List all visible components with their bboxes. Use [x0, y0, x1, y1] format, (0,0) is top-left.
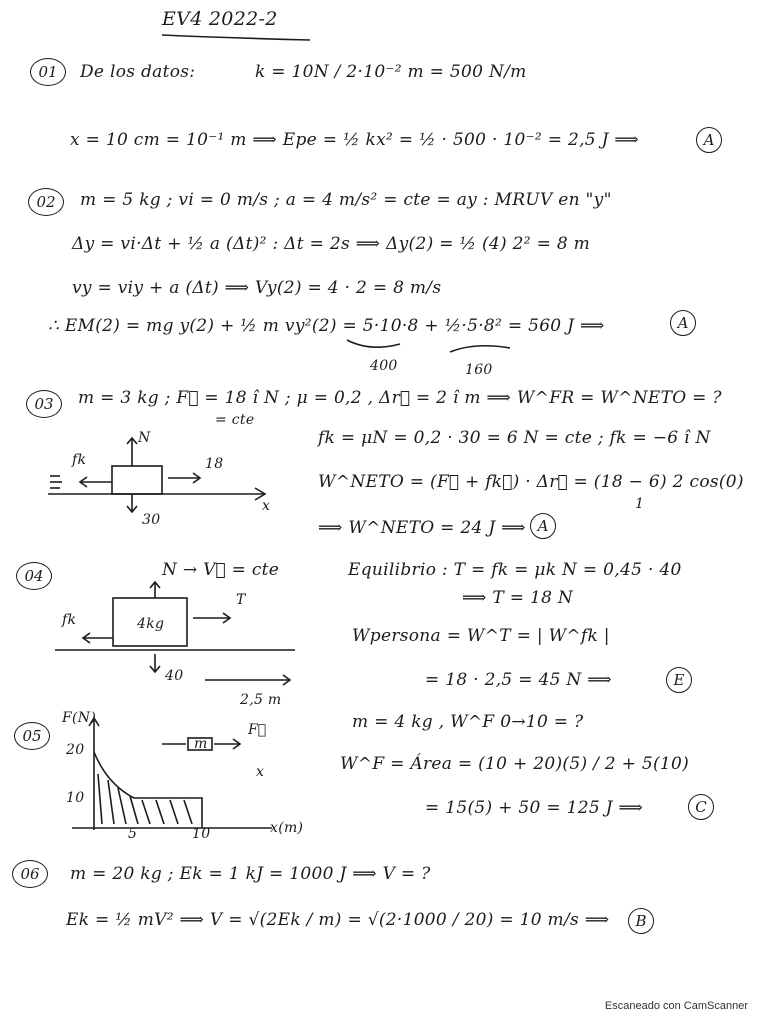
q02-brace-value-2: 160: [465, 362, 493, 378]
q05-mass-box-label: m: [194, 736, 208, 752]
q04-result: = 18 · 2,5 = 45 N ⟹: [425, 670, 612, 690]
q02-mechanical-energy: ∴ EM(2) = mg y(2) + ½ m vy²(2) = 5·10·8 + ½·5·8² = 560 J ⟹: [48, 316, 605, 336]
question-number-01: 01: [30, 58, 66, 86]
question-number-04: 04: [16, 562, 52, 590]
q04-work-person: Wpersona = W^T = | W^fk |: [352, 626, 610, 646]
q05-force-label: F⃗: [248, 722, 267, 738]
q06-answer: B: [628, 908, 654, 934]
q05-tick-10x: 10: [192, 826, 211, 842]
q04-tension-label: T: [236, 592, 246, 608]
question-number-02: 02: [28, 188, 64, 216]
q04-answer: E: [666, 667, 692, 693]
q04-tension: ⟹ T = 18 N: [462, 588, 574, 608]
q02-velocity: vy = viy + a (Δt) ⟹ Vy(2) = 4 · 2 = 8 m/s: [72, 278, 442, 298]
q06-velocity: Ek = ½ mV² ⟹ V = √(2Ek / m) = √(2·1000 / 20) = 10 m/s ⟹: [66, 910, 610, 930]
q03-data: m = 3 kg ; F⃗ = 18 î N ; μ = 0,2 , Δr⃗ = 2 î m ⟹ W^FR = W^NETO = ?: [78, 388, 722, 408]
q02-answer: A: [670, 310, 696, 336]
q03-friction-label: fk: [72, 452, 87, 468]
q02-displacement: Δy = vi·Δt + ½ a (Δt)² : Δt = 2s ⟹ Δy(2) = ½ (4) 2² = 8 m: [72, 234, 591, 254]
q04-distance-label: 2,5 m: [240, 692, 282, 708]
q03-cos-value: 1: [635, 496, 645, 512]
title-underline: [160, 32, 320, 42]
q01-label: De los datos:: [80, 62, 196, 82]
question-number-06: 06: [12, 860, 48, 888]
q05-data: m = 4 kg , W^F 0→10 = ?: [352, 712, 584, 732]
q02-brace-value-1: 400: [370, 358, 398, 374]
q05-result: = 15(5) + 50 = 125 J ⟹: [425, 798, 644, 818]
q03-normal-label: N: [138, 430, 151, 446]
q01-answer: A: [696, 127, 722, 153]
question-number-03: 03: [26, 390, 62, 418]
q04-top-label: N → V⃗ = cte: [162, 560, 280, 580]
q03-result: ⟹ W^NETO = 24 J ⟹: [318, 518, 526, 538]
q02-data: m = 5 kg ; vi = 0 m/s ; a = 4 m/s² = cte = ay : MRUV en "y": [80, 190, 612, 210]
q03-net-work: W^NETO = (F⃗ + fk⃗) · Δr⃗ = (18 − 6) 2 cos(0): [318, 472, 744, 492]
q03-x-label: x: [262, 498, 271, 514]
q02-braces: [345, 338, 525, 358]
question-number-05: 05: [14, 722, 50, 750]
q06-data: m = 20 kg ; Ek = 1 kJ = 1000 J ⟹ V = ?: [70, 864, 431, 884]
q05-x-axis-label: x(m): [270, 820, 304, 836]
q04-mass-label: 4kg: [137, 616, 165, 632]
scanner-watermark: Escaneado con CamScanner: [604, 1000, 748, 1012]
q05-x-direction: x: [256, 764, 265, 780]
q05-area: W^F = Área = (10 + 20)(5) / 2 + 5(10): [340, 754, 690, 774]
q05-tick-10: 10: [66, 790, 85, 806]
q03-friction: fk = μN = 0,2 · 30 = 6 N = cte ; fk = −6 î N: [318, 428, 711, 448]
q03-force-label: 18: [205, 456, 224, 472]
q04-weight-label: 40: [165, 668, 184, 684]
q05-y-axis-label: F(N): [62, 710, 97, 726]
q04-equilibrium: Equilibrio : T = fk = μk N = 0,45 · 40: [348, 560, 682, 580]
q01-spring-constant: k = 10N / 2·10⁻² m = 500 N/m: [255, 62, 527, 82]
q03-cte: = cte: [215, 412, 255, 428]
q01-energy: x = 10 cm = 10⁻¹ m ⟹ Epe = ½ kx² = ½ · 500 · 10⁻² = 2,5 J ⟹: [70, 130, 640, 150]
q03-weight-label: 30: [142, 512, 161, 528]
q04-friction-label: fk: [62, 612, 77, 628]
q05-answer: C: [688, 794, 714, 820]
page-title: EV4 2022-2: [162, 8, 278, 30]
q05-tick-5: 5: [128, 826, 138, 842]
q05-tick-20: 20: [66, 742, 85, 758]
q03-answer: A: [530, 513, 556, 539]
